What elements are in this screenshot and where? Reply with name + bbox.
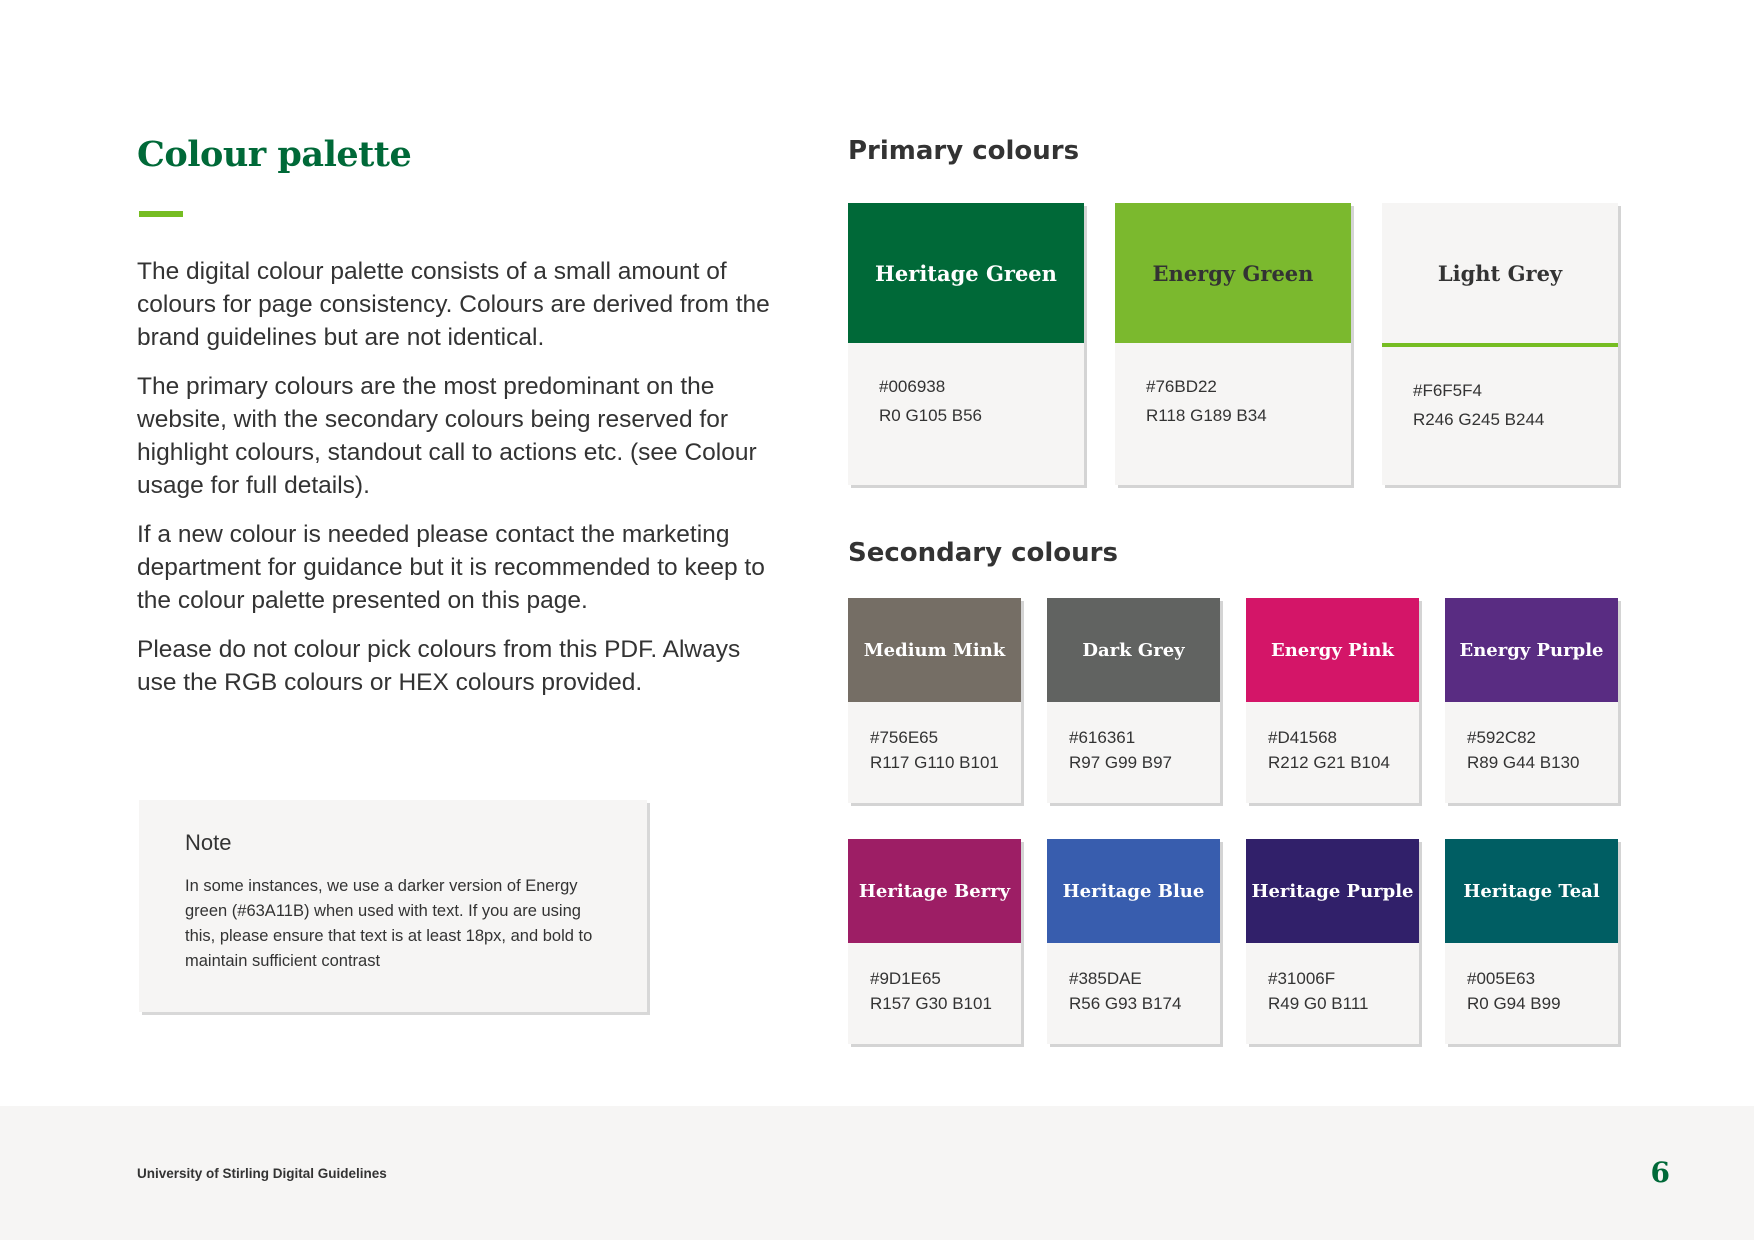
- swatch-colour-block: [1115, 203, 1351, 343]
- swatch-energy-purple: [1445, 598, 1618, 803]
- swatch-hex: #005E63: [1467, 969, 1536, 988]
- swatch-colour-block: [1047, 598, 1220, 702]
- swatch-hex: #006938: [879, 377, 946, 396]
- swatch-colour-block: [1246, 598, 1419, 702]
- swatch-energy-green: [1115, 203, 1351, 485]
- swatch-rgb: R117 G110 B101: [870, 753, 999, 772]
- swatch-heritage-purple: [1246, 839, 1419, 1044]
- swatch-name: Dark Grey: [1082, 639, 1185, 661]
- note-body: In some instances, we use a darker version of Energy green (#63A11B) when used with text. If you are using this, please ensure that text is at least 18px, and bold to maintain sufficient contrast: [185, 877, 593, 970]
- swatch-name: Energy Purple: [1459, 639, 1604, 661]
- swatch-hex: #F6F5F4: [1413, 381, 1482, 400]
- title-underline: [139, 211, 183, 217]
- swatch-hex: #592C82: [1467, 728, 1537, 747]
- swatch-name: Heritage Green: [875, 260, 1057, 286]
- swatch-name: Light Grey: [1437, 260, 1563, 286]
- swatch-hex: #31006F: [1268, 969, 1336, 988]
- swatch-hex: #616361: [1069, 728, 1136, 747]
- intro-paragraph: The primary colours are the most predominant on the website, with the secondary colours being reserved for highlight colours, standout call to actions etc. (see Colour usage for full details).: [137, 373, 757, 499]
- swatch-heritage-berry: [848, 839, 1021, 1044]
- swatch-colour-block: [1445, 839, 1618, 943]
- note-box: [139, 800, 647, 1012]
- swatch-name: Heritage Blue: [1062, 880, 1205, 902]
- swatch-rgb: R49 G0 B111: [1268, 994, 1369, 1013]
- swatch-colour-block: [848, 839, 1021, 943]
- swatch-name: Energy Pink: [1271, 639, 1394, 661]
- swatch-name: Energy Green: [1152, 260, 1314, 286]
- swatch-rgb: R157 G30 B101: [870, 994, 992, 1013]
- swatch-name: Heritage Teal: [1463, 880, 1600, 902]
- swatch-colour-block: [848, 598, 1021, 702]
- swatch-hex: #756E65: [870, 728, 939, 747]
- footer-title: University of Stirling Digital Guidelines: [137, 1166, 387, 1181]
- intro-text: [137, 255, 777, 715]
- swatch-colour-block: [1246, 839, 1419, 943]
- swatch-rgb: R89 G44 B130: [1467, 753, 1580, 772]
- note-heading: Note: [185, 830, 232, 855]
- intro-paragraph: If a new colour is needed please contact the marketing department for guidance but it is recommended to keep to the colour palette presented on this page.: [137, 521, 765, 614]
- swatch-colour-block: [848, 203, 1084, 343]
- swatch-colour-block: [1047, 839, 1220, 943]
- swatch-colour-block: [1382, 203, 1618, 347]
- swatch-heritage-green: [848, 203, 1084, 485]
- swatch-rgb: R212 G21 B104: [1268, 753, 1390, 772]
- swatch-name: Medium Mink: [863, 639, 1006, 661]
- footer: [0, 1106, 1754, 1240]
- secondary-colours-heading: Secondary colours: [848, 538, 1118, 568]
- swatch-dark-grey: [1047, 598, 1220, 803]
- swatch-colour-block: [1445, 598, 1618, 702]
- swatch-rgb: R0 G105 B56: [879, 406, 983, 425]
- swatch-name: Heritage Berry: [858, 880, 1011, 902]
- intro-paragraph: The digital colour palette consists of a small amount of colours for page consistency. Colours are derived from the brand guidelines but are not identical.: [137, 258, 770, 351]
- primary-colours-heading: Primary colours: [848, 136, 1080, 166]
- swatch-rgb: R118 G189 B34: [1146, 406, 1267, 425]
- intro-paragraph: Please do not colour pick colours from this PDF. Always use the RGB colours or HEX colours provided.: [137, 636, 741, 696]
- swatch-heritage-teal: [1445, 839, 1618, 1044]
- swatch-hex: #385DAE: [1069, 969, 1142, 988]
- swatch-name: Heritage Purple: [1251, 880, 1414, 902]
- swatch-hex: #9D1E65: [870, 969, 941, 988]
- page-number: 6: [1650, 1156, 1670, 1189]
- swatch-light-grey: [1382, 203, 1618, 485]
- page-title: Colour palette: [137, 134, 412, 175]
- swatch-hex: #76BD22: [1146, 377, 1217, 396]
- swatch-rgb: R97 G99 B97: [1069, 753, 1173, 772]
- swatch-energy-pink: [1246, 598, 1419, 803]
- swatch-hex: #D41568: [1268, 728, 1338, 747]
- swatch-heritage-blue: [1047, 839, 1220, 1044]
- swatch-medium-mink: [848, 598, 1021, 803]
- swatch-rgb: R0 G94 B99: [1467, 994, 1561, 1013]
- swatch-rgb: R246 G245 B244: [1413, 410, 1545, 429]
- swatch-rgb: R56 G93 B174: [1069, 994, 1182, 1013]
